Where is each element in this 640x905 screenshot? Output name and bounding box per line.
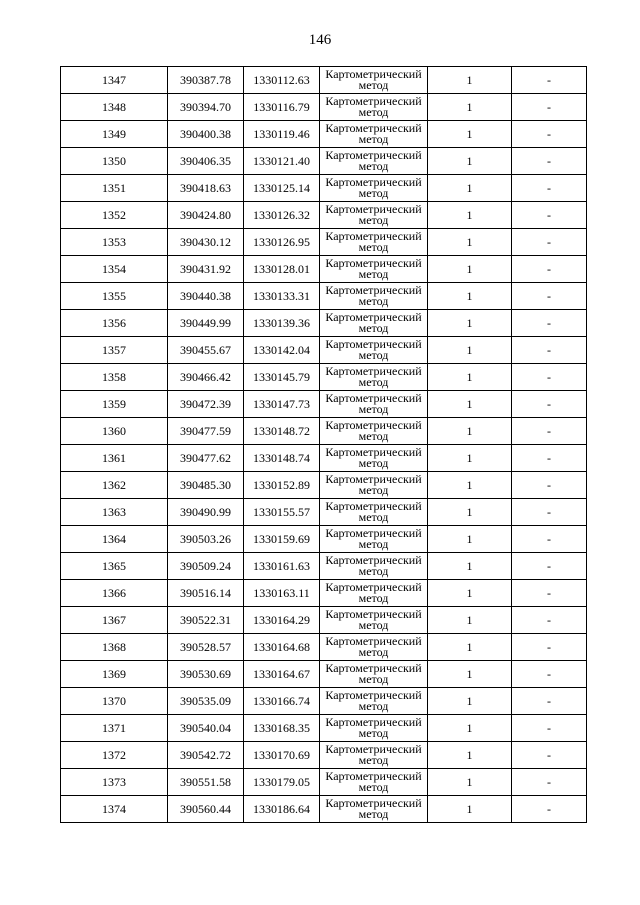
point-number-cell: 1359 — [61, 391, 168, 418]
method-line-2: метод — [358, 132, 389, 146]
method-line-2: метод — [358, 294, 389, 308]
dash-cell: - — [512, 796, 587, 823]
x-coordinate-cell: 390449.99 — [168, 310, 244, 337]
table-row — [61, 418, 587, 445]
x-coordinate-cell: 390522.31 — [168, 607, 244, 634]
table-row — [61, 553, 587, 580]
method-line-2: метод — [358, 537, 389, 551]
table-body — [61, 67, 587, 823]
point-number-cell: 1361 — [61, 445, 168, 472]
x-coordinate-cell: 390472.39 — [168, 391, 244, 418]
dash-cell: - — [512, 634, 587, 661]
method-cell — [320, 310, 428, 337]
y-coordinate-cell: 1330125.14 — [244, 175, 320, 202]
method-line-1: Картометрический — [325, 472, 422, 486]
method-cell — [320, 364, 428, 391]
count-cell: 1 — [428, 148, 512, 175]
method-line-2: метод — [358, 672, 389, 686]
method-line-1: Картометрический — [325, 148, 422, 162]
x-coordinate-cell: 390540.04 — [168, 715, 244, 742]
method-line-1: Картометрический — [325, 580, 422, 594]
method-line-2: метод — [358, 348, 389, 362]
x-coordinate-cell: 390477.62 — [168, 445, 244, 472]
method-cell — [320, 229, 428, 256]
dash-cell: - — [512, 688, 587, 715]
table-row — [61, 580, 587, 607]
method-line-1: Картометрический — [325, 634, 422, 648]
count-cell: 1 — [428, 229, 512, 256]
point-number-cell: 1350 — [61, 148, 168, 175]
method-line-2: метод — [358, 186, 389, 200]
y-coordinate-cell: 1330142.04 — [244, 337, 320, 364]
method-line-1: Картометрический — [325, 418, 422, 432]
method-line-1: Картометрический — [325, 337, 422, 351]
method-line-1: Картометрический — [325, 256, 422, 270]
y-coordinate-cell: 1330164.68 — [244, 634, 320, 661]
method-line-1: Картометрический — [325, 364, 422, 378]
count-cell: 1 — [428, 364, 512, 391]
count-cell: 1 — [428, 499, 512, 526]
y-coordinate-cell: 1330168.35 — [244, 715, 320, 742]
point-number-cell: 1356 — [61, 310, 168, 337]
dash-cell: - — [512, 661, 587, 688]
x-coordinate-cell: 390418.63 — [168, 175, 244, 202]
x-coordinate-cell: 390477.59 — [168, 418, 244, 445]
point-number-cell: 1363 — [61, 499, 168, 526]
dash-cell: - — [512, 769, 587, 796]
method-line-2: метод — [358, 213, 389, 227]
method-cell — [320, 580, 428, 607]
method-line-1: Картометрический — [325, 553, 422, 567]
count-cell: 1 — [428, 472, 512, 499]
dash-cell: - — [512, 175, 587, 202]
point-number-cell: 1352 — [61, 202, 168, 229]
count-cell: 1 — [428, 742, 512, 769]
table-row — [61, 364, 587, 391]
dash-cell: - — [512, 553, 587, 580]
count-cell: 1 — [428, 256, 512, 283]
point-number-cell: 1353 — [61, 229, 168, 256]
y-coordinate-cell: 1330147.73 — [244, 391, 320, 418]
y-coordinate-cell: 1330126.95 — [244, 229, 320, 256]
point-number-cell: 1372 — [61, 742, 168, 769]
point-number-cell: 1373 — [61, 769, 168, 796]
x-coordinate-cell: 390440.38 — [168, 283, 244, 310]
method-line-1: Картометрический — [325, 688, 422, 702]
point-number-cell: 1371 — [61, 715, 168, 742]
x-coordinate-cell: 390516.14 — [168, 580, 244, 607]
table-row — [61, 796, 587, 823]
method-cell — [320, 445, 428, 472]
x-coordinate-cell: 390430.12 — [168, 229, 244, 256]
method-line-2: метод — [358, 618, 389, 632]
method-line-2: метод — [358, 321, 389, 335]
y-coordinate-cell: 1330119.46 — [244, 121, 320, 148]
method-cell — [320, 418, 428, 445]
point-number-cell: 1355 — [61, 283, 168, 310]
count-cell: 1 — [428, 67, 512, 94]
method-line-2: метод — [358, 105, 389, 119]
method-cell — [320, 283, 428, 310]
method-line-1: Картометрический — [325, 499, 422, 513]
dash-cell: - — [512, 283, 587, 310]
dash-cell: - — [512, 715, 587, 742]
y-coordinate-cell: 1330139.36 — [244, 310, 320, 337]
dash-cell: - — [512, 526, 587, 553]
table-row — [61, 121, 587, 148]
method-line-2: метод — [358, 402, 389, 416]
method-line-1: Картометрический — [325, 202, 422, 216]
method-line-1: Картометрический — [325, 661, 422, 675]
x-coordinate-cell: 390387.78 — [168, 67, 244, 94]
table-row — [61, 661, 587, 688]
x-coordinate-cell: 390560.44 — [168, 796, 244, 823]
y-coordinate-cell: 1330126.32 — [244, 202, 320, 229]
x-coordinate-cell: 390542.72 — [168, 742, 244, 769]
method-line-2: метод — [358, 564, 389, 578]
method-line-2: метод — [358, 510, 389, 524]
method-line-2: метод — [358, 240, 389, 254]
y-coordinate-cell: 1330128.01 — [244, 256, 320, 283]
method-cell — [320, 148, 428, 175]
method-line-1: Картометрический — [325, 67, 422, 81]
table-row — [61, 175, 587, 202]
point-number-cell: 1369 — [61, 661, 168, 688]
table-row — [61, 67, 587, 94]
method-cell — [320, 499, 428, 526]
point-number-cell: 1360 — [61, 418, 168, 445]
method-line-1: Картометрический — [325, 796, 422, 810]
table-row — [61, 310, 587, 337]
method-cell — [320, 715, 428, 742]
x-coordinate-cell: 390455.67 — [168, 337, 244, 364]
dash-cell: - — [512, 742, 587, 769]
table-row — [61, 715, 587, 742]
dash-cell: - — [512, 94, 587, 121]
dash-cell: - — [512, 310, 587, 337]
dash-cell: - — [512, 148, 587, 175]
x-coordinate-cell: 390490.99 — [168, 499, 244, 526]
table-row — [61, 283, 587, 310]
method-line-1: Картометрический — [325, 229, 422, 243]
method-line-1: Картометрический — [325, 283, 422, 297]
method-cell — [320, 121, 428, 148]
dash-cell: - — [512, 256, 587, 283]
table-row — [61, 94, 587, 121]
method-line-1: Картометрический — [325, 526, 422, 540]
method-line-2: метод — [358, 267, 389, 281]
count-cell: 1 — [428, 445, 512, 472]
y-coordinate-cell: 1330145.79 — [244, 364, 320, 391]
y-coordinate-cell: 1330121.40 — [244, 148, 320, 175]
y-coordinate-cell: 1330163.11 — [244, 580, 320, 607]
method-line-2: метод — [358, 456, 389, 470]
method-line-1: Картометрический — [325, 175, 422, 189]
count-cell: 1 — [428, 94, 512, 121]
method-cell — [320, 526, 428, 553]
point-number-cell: 1351 — [61, 175, 168, 202]
table-row — [61, 202, 587, 229]
method-line-2: метод — [358, 78, 389, 92]
method-cell — [320, 688, 428, 715]
dash-cell: - — [512, 364, 587, 391]
method-cell — [320, 472, 428, 499]
count-cell: 1 — [428, 418, 512, 445]
count-cell: 1 — [428, 202, 512, 229]
count-cell: 1 — [428, 661, 512, 688]
count-cell: 1 — [428, 634, 512, 661]
table-row — [61, 337, 587, 364]
y-coordinate-cell: 1330159.69 — [244, 526, 320, 553]
point-number-cell: 1368 — [61, 634, 168, 661]
method-line-1: Картометрический — [325, 769, 422, 783]
method-cell — [320, 634, 428, 661]
point-number-cell: 1358 — [61, 364, 168, 391]
method-line-1: Картометрический — [325, 742, 422, 756]
x-coordinate-cell: 390394.70 — [168, 94, 244, 121]
x-coordinate-cell: 390431.92 — [168, 256, 244, 283]
method-cell — [320, 796, 428, 823]
dash-cell: - — [512, 337, 587, 364]
coordinates-table — [60, 66, 587, 823]
dash-cell: - — [512, 607, 587, 634]
table-row — [61, 148, 587, 175]
count-cell: 1 — [428, 715, 512, 742]
method-cell — [320, 661, 428, 688]
y-coordinate-cell: 1330164.67 — [244, 661, 320, 688]
dash-cell: - — [512, 67, 587, 94]
y-coordinate-cell: 1330186.64 — [244, 796, 320, 823]
method-cell — [320, 67, 428, 94]
y-coordinate-cell: 1330166.74 — [244, 688, 320, 715]
point-number-cell: 1374 — [61, 796, 168, 823]
point-number-cell: 1362 — [61, 472, 168, 499]
method-line-2: метод — [358, 591, 389, 605]
method-line-2: метод — [358, 645, 389, 659]
y-coordinate-cell: 1330148.72 — [244, 418, 320, 445]
y-coordinate-cell: 1330179.05 — [244, 769, 320, 796]
count-cell: 1 — [428, 121, 512, 148]
count-cell: 1 — [428, 391, 512, 418]
y-coordinate-cell: 1330170.69 — [244, 742, 320, 769]
method-line-2: метод — [358, 753, 389, 767]
method-cell — [320, 175, 428, 202]
method-line-1: Картометрический — [325, 310, 422, 324]
method-line-1: Картометрический — [325, 715, 422, 729]
x-coordinate-cell: 390424.80 — [168, 202, 244, 229]
table-row — [61, 742, 587, 769]
y-coordinate-cell: 1330155.57 — [244, 499, 320, 526]
point-number-cell: 1349 — [61, 121, 168, 148]
method-cell — [320, 742, 428, 769]
x-coordinate-cell: 390528.57 — [168, 634, 244, 661]
x-coordinate-cell: 390466.42 — [168, 364, 244, 391]
count-cell: 1 — [428, 553, 512, 580]
y-coordinate-cell: 1330148.74 — [244, 445, 320, 472]
count-cell: 1 — [428, 337, 512, 364]
x-coordinate-cell: 390535.09 — [168, 688, 244, 715]
y-coordinate-cell: 1330164.29 — [244, 607, 320, 634]
table-row — [61, 607, 587, 634]
method-line-2: метод — [358, 699, 389, 713]
point-number-cell: 1365 — [61, 553, 168, 580]
table-row — [61, 526, 587, 553]
table-row — [61, 256, 587, 283]
table-row — [61, 634, 587, 661]
page-number: 146 — [308, 32, 332, 48]
x-coordinate-cell: 390509.24 — [168, 553, 244, 580]
point-number-cell: 1347 — [61, 67, 168, 94]
point-number-cell: 1366 — [61, 580, 168, 607]
count-cell: 1 — [428, 310, 512, 337]
point-number-cell: 1348 — [61, 94, 168, 121]
method-line-2: метод — [358, 726, 389, 740]
method-cell — [320, 256, 428, 283]
method-line-1: Картометрический — [325, 121, 422, 135]
point-number-cell: 1367 — [61, 607, 168, 634]
method-line-2: метод — [358, 807, 389, 821]
dash-cell: - — [512, 445, 587, 472]
method-line-2: метод — [358, 483, 389, 497]
count-cell: 1 — [428, 796, 512, 823]
method-cell — [320, 391, 428, 418]
y-coordinate-cell: 1330133.31 — [244, 283, 320, 310]
point-number-cell: 1364 — [61, 526, 168, 553]
y-coordinate-cell: 1330116.79 — [244, 94, 320, 121]
method-line-2: метод — [358, 159, 389, 173]
dash-cell: - — [512, 418, 587, 445]
table-row — [61, 499, 587, 526]
x-coordinate-cell: 390485.30 — [168, 472, 244, 499]
table-row — [61, 472, 587, 499]
dash-cell: - — [512, 499, 587, 526]
method-line-1: Картометрический — [325, 94, 422, 108]
method-line-1: Картометрический — [325, 445, 422, 459]
dash-cell: - — [512, 229, 587, 256]
method-cell — [320, 337, 428, 364]
x-coordinate-cell: 390503.26 — [168, 526, 244, 553]
point-number-cell: 1370 — [61, 688, 168, 715]
method-cell — [320, 94, 428, 121]
dash-cell: - — [512, 202, 587, 229]
dash-cell: - — [512, 580, 587, 607]
table-row — [61, 391, 587, 418]
method-line-2: метод — [358, 780, 389, 794]
count-cell: 1 — [428, 283, 512, 310]
table-row — [61, 769, 587, 796]
dash-cell: - — [512, 391, 587, 418]
method-line-2: метод — [358, 429, 389, 443]
count-cell: 1 — [428, 769, 512, 796]
dash-cell: - — [512, 121, 587, 148]
y-coordinate-cell: 1330161.63 — [244, 553, 320, 580]
y-coordinate-cell: 1330112.63 — [244, 67, 320, 94]
method-line-1: Картометрический — [325, 391, 422, 405]
point-number-cell: 1357 — [61, 337, 168, 364]
x-coordinate-cell: 390406.35 — [168, 148, 244, 175]
y-coordinate-cell: 1330152.89 — [244, 472, 320, 499]
count-cell: 1 — [428, 526, 512, 553]
count-cell: 1 — [428, 607, 512, 634]
method-cell — [320, 202, 428, 229]
method-cell — [320, 553, 428, 580]
x-coordinate-cell: 390530.69 — [168, 661, 244, 688]
method-cell — [320, 607, 428, 634]
method-cell — [320, 769, 428, 796]
table-row — [61, 688, 587, 715]
point-number-cell: 1354 — [61, 256, 168, 283]
dash-cell: - — [512, 472, 587, 499]
x-coordinate-cell: 390400.38 — [168, 121, 244, 148]
table-row — [61, 445, 587, 472]
x-coordinate-cell: 390551.58 — [168, 769, 244, 796]
count-cell: 1 — [428, 175, 512, 202]
method-line-1: Картометрический — [325, 607, 422, 621]
count-cell: 1 — [428, 688, 512, 715]
method-line-2: метод — [358, 375, 389, 389]
count-cell: 1 — [428, 580, 512, 607]
table-row — [61, 229, 587, 256]
